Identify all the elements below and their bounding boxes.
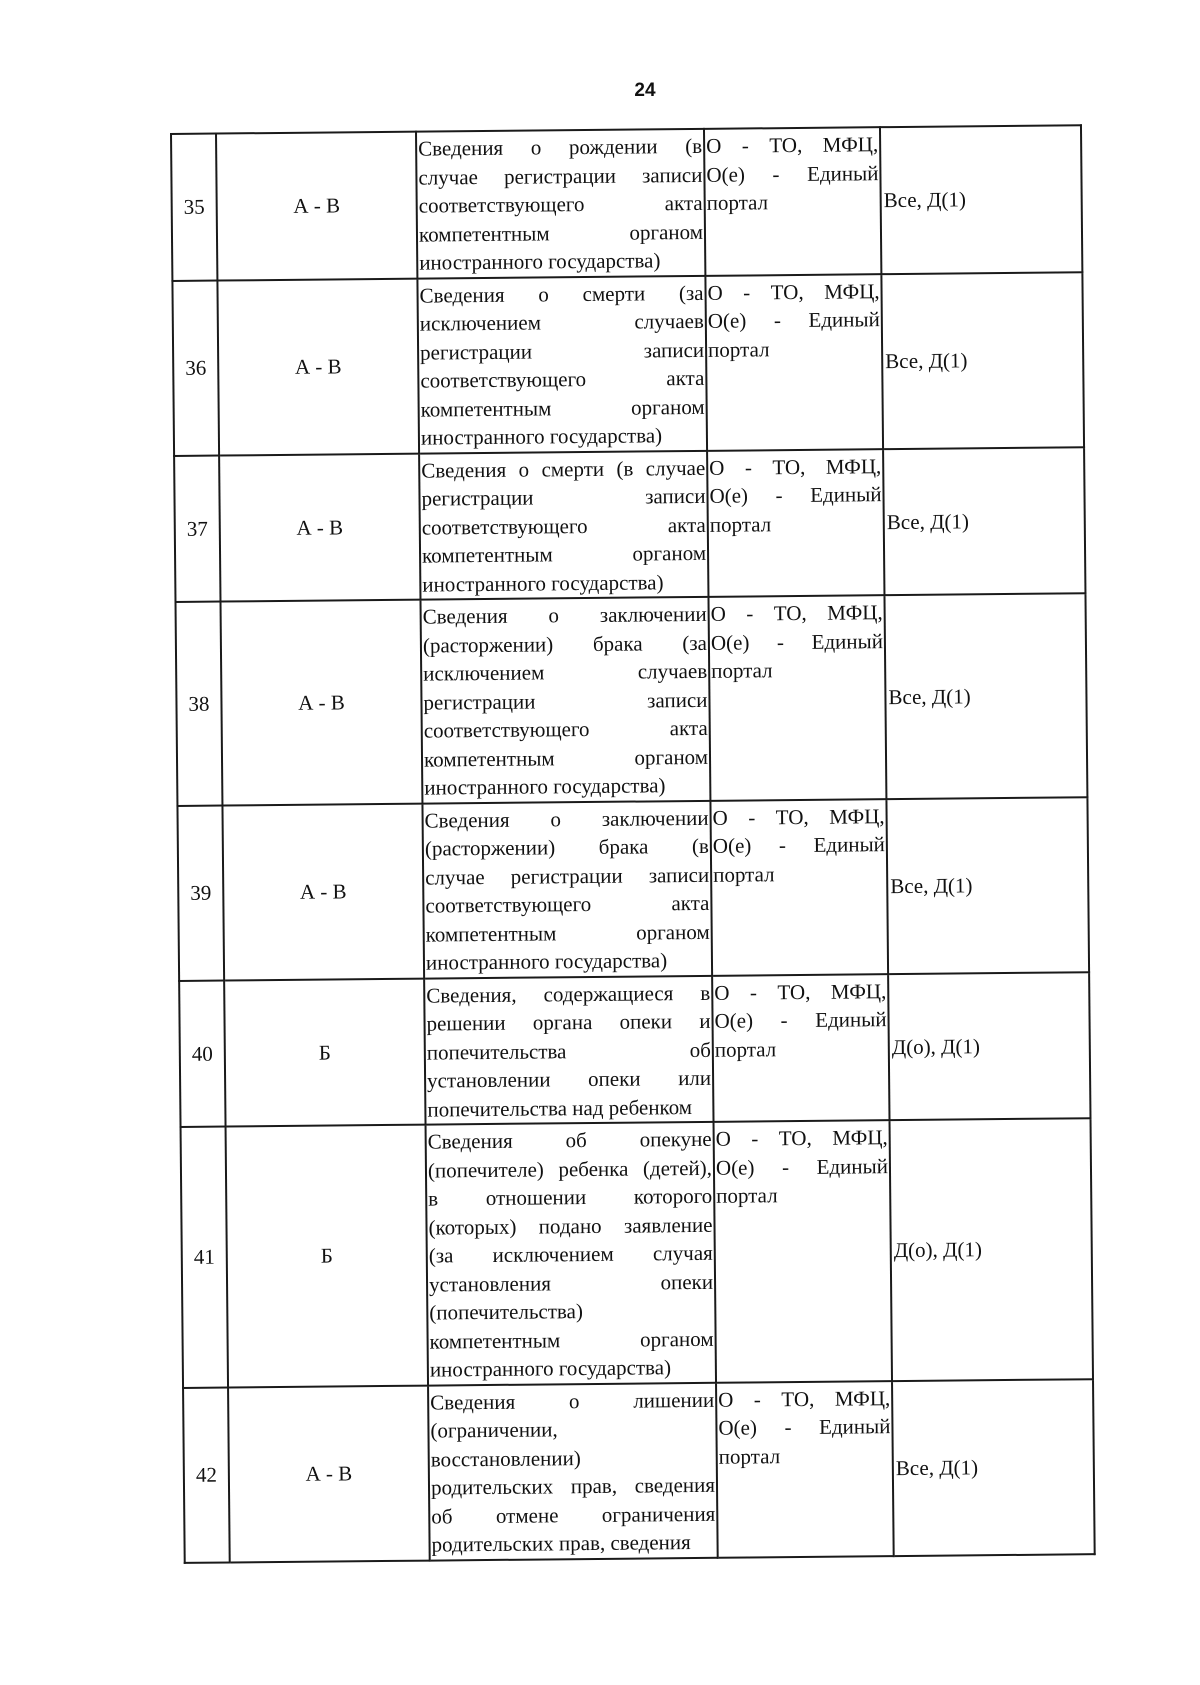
description-line: Сведения о смерти (за bbox=[419, 280, 704, 308]
method-line: портал bbox=[713, 861, 775, 887]
method-line: О - ТО, МФЦ, bbox=[706, 132, 879, 158]
description-line: соответствующего акта bbox=[423, 715, 708, 743]
row-number: 42 bbox=[183, 1387, 230, 1562]
description-cell bbox=[428, 1382, 718, 1560]
submission-method-cell bbox=[708, 595, 886, 800]
table-row bbox=[174, 447, 1085, 602]
description-line: случае регистрации записи bbox=[418, 162, 703, 190]
description-line: попечительства над ребенком bbox=[427, 1094, 693, 1122]
category-cell: А - В bbox=[216, 132, 417, 280]
description-line: соответствующего акта bbox=[425, 890, 710, 918]
method-line: О - ТО, МФЦ, bbox=[710, 600, 883, 626]
description-line: регистрации записи bbox=[423, 687, 708, 715]
description-cell bbox=[419, 450, 708, 599]
description-cell bbox=[426, 1122, 716, 1385]
submission-method-cell bbox=[716, 1381, 894, 1558]
description-line: компетентным органом bbox=[418, 219, 704, 247]
table-row bbox=[179, 972, 1090, 1127]
description-line: иностранного государства) bbox=[419, 248, 661, 275]
description-line: компетентным органом bbox=[423, 744, 709, 772]
description-line: (которых) подано заявление bbox=[428, 1212, 713, 1240]
row-number: 41 bbox=[181, 1127, 228, 1388]
method-line: О(е) - Единый bbox=[706, 160, 879, 187]
category-cell: А - В bbox=[222, 803, 424, 980]
description-line: Сведения об опекуне bbox=[427, 1126, 712, 1154]
description-line: иностранного государства) bbox=[422, 569, 664, 597]
row-number: 38 bbox=[176, 602, 223, 806]
submission-method-cell bbox=[704, 127, 881, 275]
method-line: портал bbox=[714, 1036, 777, 1062]
submission-method-cell bbox=[714, 1120, 892, 1382]
row-number: 35 bbox=[171, 134, 217, 281]
description-line: родительских прав, сведения bbox=[430, 1472, 716, 1500]
table-row bbox=[177, 797, 1089, 981]
category-cell: Б bbox=[226, 1125, 428, 1387]
table-row bbox=[183, 1379, 1095, 1563]
description-line: Сведения о рождении (в bbox=[418, 133, 703, 161]
description-line: иностранного государства) bbox=[424, 773, 666, 800]
description-line: (расторжении) брака (в bbox=[424, 833, 709, 861]
description-line: установления опеки bbox=[428, 1269, 714, 1297]
table-container bbox=[170, 124, 1094, 1563]
method-line: О(е) - Единый bbox=[715, 1153, 889, 1180]
submission-method-cell bbox=[707, 449, 884, 597]
applicant-cell: Все, Д(1) bbox=[884, 593, 1087, 798]
applicant-cell: Все, Д(1) bbox=[886, 797, 1089, 974]
description-line: случае регистрации записи bbox=[425, 862, 710, 890]
description-line: исключением случаев bbox=[419, 308, 704, 336]
description-line: (за исключением случая bbox=[428, 1240, 713, 1268]
description-line: Сведения, содержащиеся в bbox=[426, 980, 711, 1008]
method-line: О(е) - Единый bbox=[707, 307, 880, 333]
method-line: О(е) - Единый bbox=[712, 832, 885, 858]
applicant-cell: Все, Д(1) bbox=[892, 1379, 1095, 1556]
description-line: исключением случаев bbox=[423, 658, 708, 686]
method-line: портал bbox=[706, 190, 769, 215]
category-cell: А - В bbox=[228, 1385, 430, 1562]
description-line: иностранного государства) bbox=[420, 423, 663, 450]
description-line: родительских прав, сведения bbox=[431, 1530, 691, 1557]
table-row bbox=[171, 125, 1082, 280]
method-line: портал bbox=[711, 658, 773, 683]
description-line: попечительства об bbox=[426, 1037, 711, 1065]
method-line: О - ТО, МФЦ, bbox=[714, 978, 887, 1005]
row-number: 39 bbox=[177, 805, 224, 980]
row-number: 37 bbox=[174, 455, 220, 602]
description-line: регистрации записи bbox=[421, 483, 706, 511]
category-cell: А - В bbox=[219, 453, 420, 601]
description-line: восстановлении) bbox=[430, 1445, 581, 1472]
method-line: портал bbox=[716, 1183, 778, 1208]
description-line: соответствующего акта bbox=[418, 190, 703, 218]
description-line: компетентным органом bbox=[420, 394, 705, 422]
description-line: соответствующего акта bbox=[420, 365, 705, 393]
description-line: в отношении которого bbox=[428, 1183, 713, 1211]
table-body bbox=[171, 125, 1095, 1562]
description-cell bbox=[424, 975, 713, 1124]
description-line: иностранного государства) bbox=[425, 948, 668, 975]
description-line: соответствующего акта bbox=[421, 512, 706, 540]
category-cell: А - В bbox=[220, 600, 422, 805]
category-cell: А - В bbox=[217, 278, 419, 455]
description-cell bbox=[417, 275, 707, 453]
method-line: О(е) - Единый bbox=[709, 482, 882, 508]
method-line: О - ТО, МФЦ, bbox=[712, 803, 885, 830]
description-cell bbox=[422, 800, 712, 978]
method-line: О(е) - Единый bbox=[714, 1007, 887, 1033]
table-row bbox=[181, 1118, 1093, 1387]
method-line: О - ТО, МФЦ, bbox=[718, 1385, 891, 1412]
applicant-cell: Все, Д(1) bbox=[881, 272, 1084, 449]
row-number: 40 bbox=[179, 980, 225, 1127]
applicant-cell: Все, Д(1) bbox=[883, 447, 1085, 595]
description-line: об отмене ограничения bbox=[431, 1501, 716, 1529]
description-line: иностранного государства) bbox=[429, 1355, 672, 1382]
page-number: 24 bbox=[634, 80, 656, 101]
description-line: установлении опеки или bbox=[426, 1065, 712, 1093]
method-line: О(е) - Единый bbox=[718, 1414, 891, 1440]
category-cell: Б bbox=[224, 978, 425, 1126]
submission-method-cell bbox=[705, 274, 883, 451]
table-row bbox=[172, 272, 1084, 456]
row-number: 36 bbox=[172, 280, 219, 455]
description-line: Сведения о заключении bbox=[422, 601, 707, 629]
description-line: регистрации записи bbox=[419, 337, 705, 365]
applicant-cell: Д(о), Д(1) bbox=[890, 1118, 1093, 1380]
table-row bbox=[176, 593, 1088, 805]
method-line: портал bbox=[707, 336, 770, 362]
method-line: портал bbox=[709, 511, 772, 537]
description-line: (ограничении, bbox=[430, 1417, 558, 1443]
description-cell bbox=[416, 129, 705, 278]
method-line: О - ТО, МФЦ, bbox=[709, 453, 882, 480]
description-cell bbox=[420, 597, 710, 803]
submission-method-cell bbox=[712, 974, 889, 1122]
method-line: О - ТО, МФЦ, bbox=[707, 278, 880, 305]
description-line: Сведения о заключении bbox=[424, 805, 709, 833]
description-line: (попечительства) bbox=[429, 1299, 584, 1325]
description-line: Сведения о смерти (в случае bbox=[421, 455, 706, 483]
method-line: О - ТО, МФЦ, bbox=[715, 1125, 888, 1151]
description-line: Сведения о лишении bbox=[430, 1387, 715, 1415]
description-line: решении органа опеки и bbox=[426, 1008, 711, 1036]
description-line: (расторжении) брака (за bbox=[422, 630, 708, 658]
description-line: (попечителе) ребенка (детей), bbox=[427, 1155, 713, 1183]
description-line: компетентным органом bbox=[421, 540, 707, 568]
submission-method-cell bbox=[710, 799, 888, 976]
method-line: О(е) - Единый bbox=[710, 628, 884, 655]
description-line: компетентным органом bbox=[425, 919, 710, 947]
applicant-cell: Все, Д(1) bbox=[880, 125, 1082, 273]
services-table bbox=[170, 124, 1096, 1563]
description-line: компетентным органом bbox=[429, 1326, 714, 1354]
method-line: портал bbox=[718, 1443, 781, 1469]
applicant-cell: Д(о), Д(1) bbox=[888, 972, 1090, 1120]
